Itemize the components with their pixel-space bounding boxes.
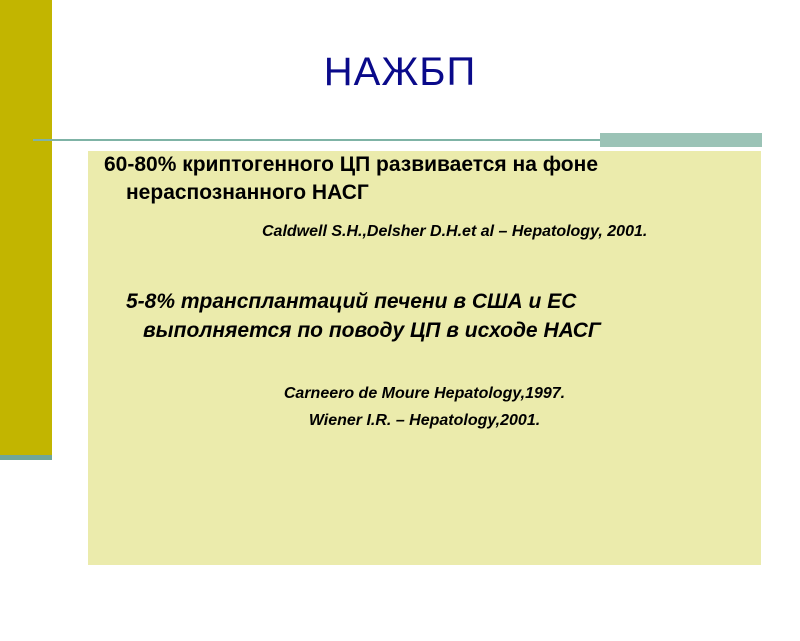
slide-title: НАЖБП	[323, 50, 477, 94]
left-accent-underline	[0, 455, 52, 460]
paragraph1-line2: нераспознанного НАСГ	[126, 181, 369, 204]
reference-wiener: Wiener I.R. – Hepatology,2001.	[308, 412, 541, 429]
title-divider-block	[600, 133, 762, 147]
content-panel	[88, 151, 761, 565]
reference-carneero: Carneero de Moure Hepatology,1997.	[283, 385, 566, 402]
reference-caldwell: Caldwell S.H.,Delsher D.H.et al – Hepatology, 2001.	[262, 223, 648, 240]
paragraph2-line2: выполняется по поводу ЦП в исходе НАСГ	[143, 319, 601, 342]
title-divider-line	[33, 139, 601, 141]
paragraph1-line1: 60-80% криптогенного ЦП развивается на фоне	[104, 153, 599, 176]
paragraph2-line1: 5-8% трансплантаций печени в США и ЕС	[126, 290, 577, 313]
